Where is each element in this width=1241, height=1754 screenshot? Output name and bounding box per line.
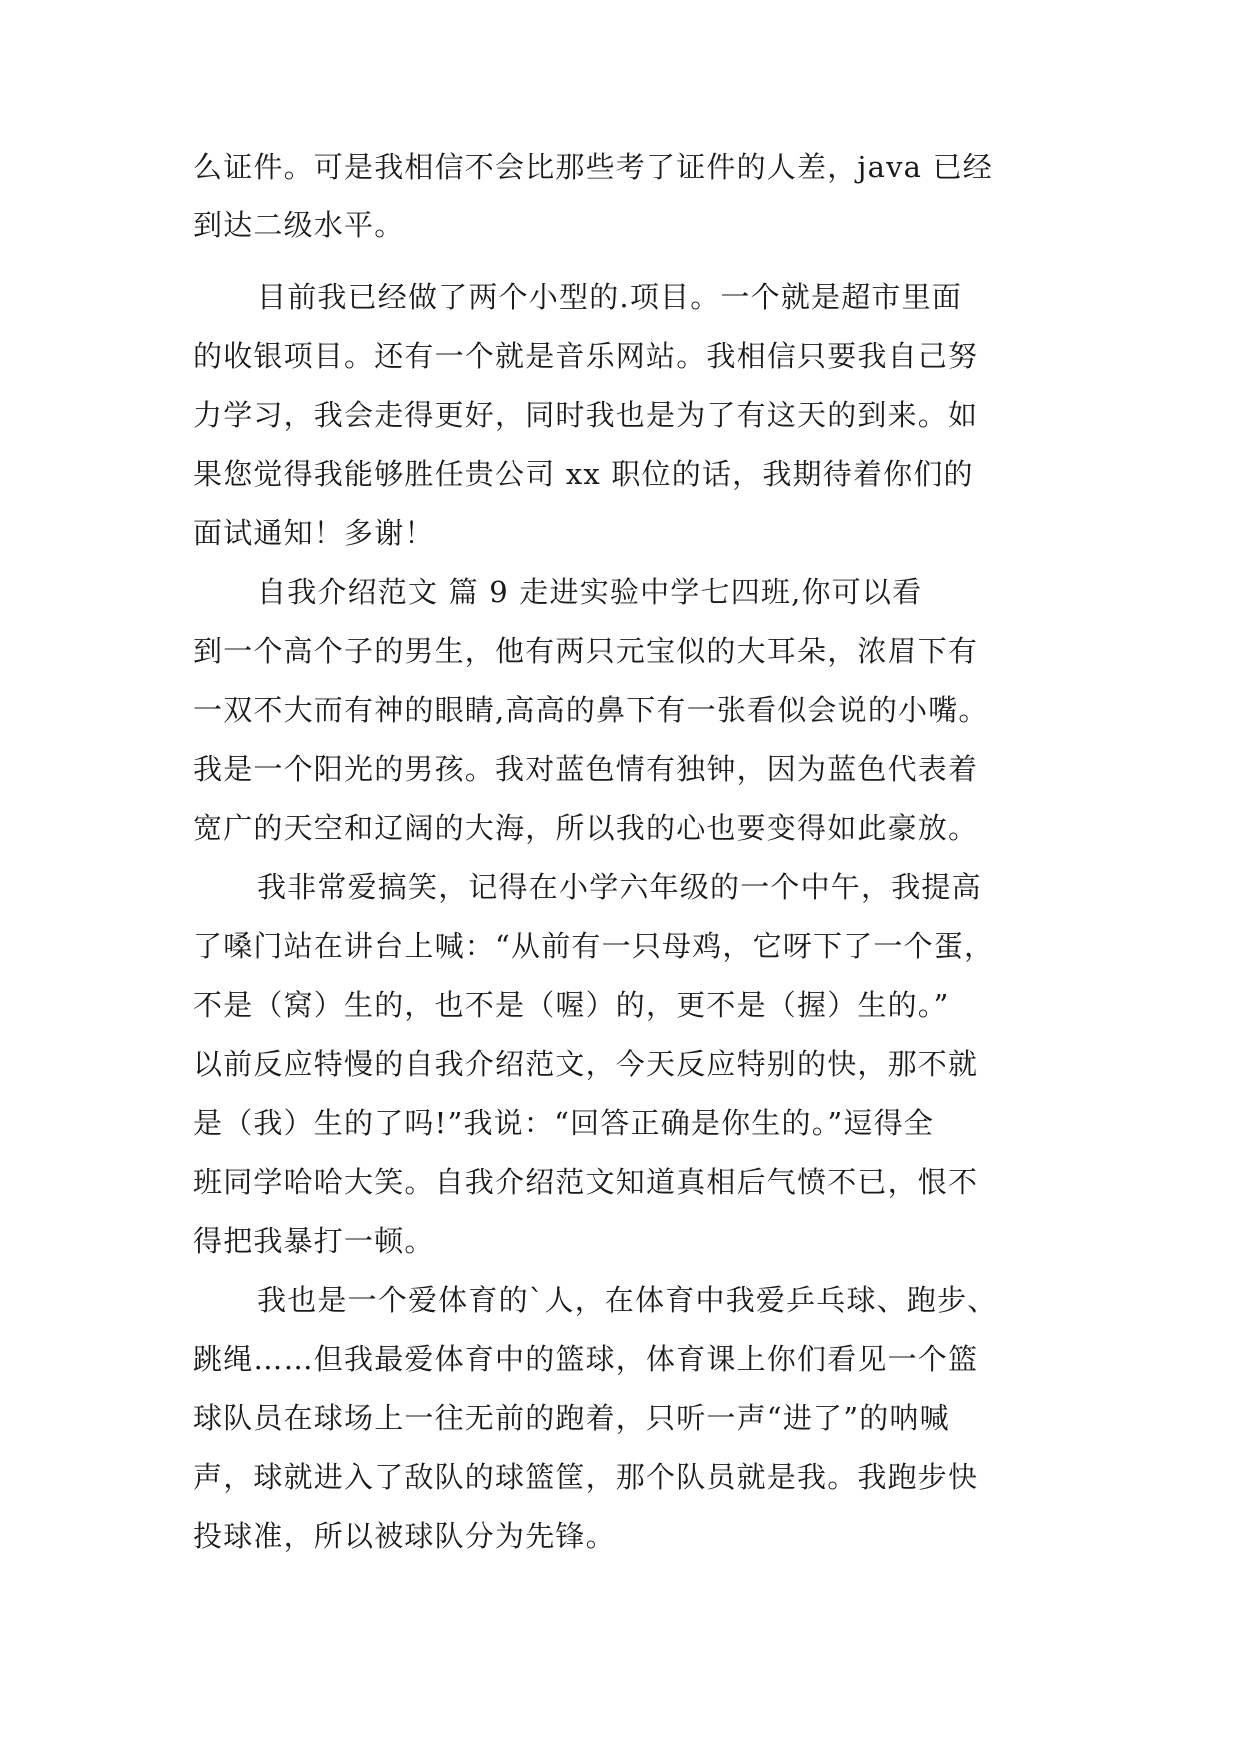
text-line: 面试通知！多谢！: [193, 516, 435, 550]
text-line: 球队员在球场上一往无前的跑着，只听一声“进了”的呐喊: [193, 1401, 950, 1435]
text-line: 以前反应特慢的自我介绍范文，今天反应特别的快，那不就: [193, 1047, 979, 1081]
text-line: 投球准，所以被球队分为先锋。: [193, 1519, 616, 1553]
text-line: 得把我暴打一顿。: [193, 1224, 435, 1258]
text-line: 是（我）生的了吗!”我说：“回答正确是你生的。”逗得全: [193, 1106, 935, 1140]
text-line: 我是一个阳光的男孩。我对蓝色情有独钟，因为蓝色代表着: [193, 752, 979, 786]
text-line: 果您觉得我能够胜任贵公司 xx 职位的话，我期待着你们的: [193, 457, 974, 491]
text-line: 我非常爱搞笑，记得在小学六年级的一个中午，我提高: [257, 870, 982, 904]
text-line: 跳绳……但我最爱体育中的篮球，体育课上你们看见一个篮: [193, 1342, 979, 1376]
text-line: 不是（窝）生的，也不是（喔）的，更不是（握）生的。”: [193, 988, 950, 1022]
text-line: 目前我已经做了两个小型的.项目。一个就是超市里面: [257, 280, 963, 314]
text-line: 声，球就进入了敌队的球篮筐，那个队员就是我。我跑步快: [193, 1460, 979, 1494]
text-line: 到一个高个子的男生，他有两只元宝似的大耳朵，浓眉下有: [193, 634, 979, 668]
text-line: 到达二级水平。: [193, 208, 405, 242]
text-line: 我也是一个爱体育的`人，在体育中我爱乒乓球、跑步、: [257, 1283, 998, 1317]
text-line: 力学习，我会走得更好，同时我也是为了有这天的到来。如: [193, 398, 979, 432]
text-line: 一双不大而有神的眼睛,高高的鼻下有一张看似会说的小嘴。: [193, 693, 989, 727]
text-line: 班同学哈哈大笑。自我介绍范文知道真相后气愤不已，恨不: [193, 1165, 979, 1199]
text-line: 宽广的天空和辽阔的大海，所以我的心也要变得如此豪放。: [193, 811, 979, 845]
text-line: 么证件。可是我相信不会比那些考了证件的人差，java 已经: [193, 150, 993, 184]
text-line: 了嗓门站在讲台上喊：“从前有一只母鸡，它呀下了一个蛋，: [193, 929, 995, 963]
section-heading-line: 自我介绍范文 篇 9 走进实验中学七四班,你可以看: [257, 575, 923, 609]
text-line: 的收银项目。还有一个就是音乐网站。我相信只要我自己努: [193, 339, 979, 373]
